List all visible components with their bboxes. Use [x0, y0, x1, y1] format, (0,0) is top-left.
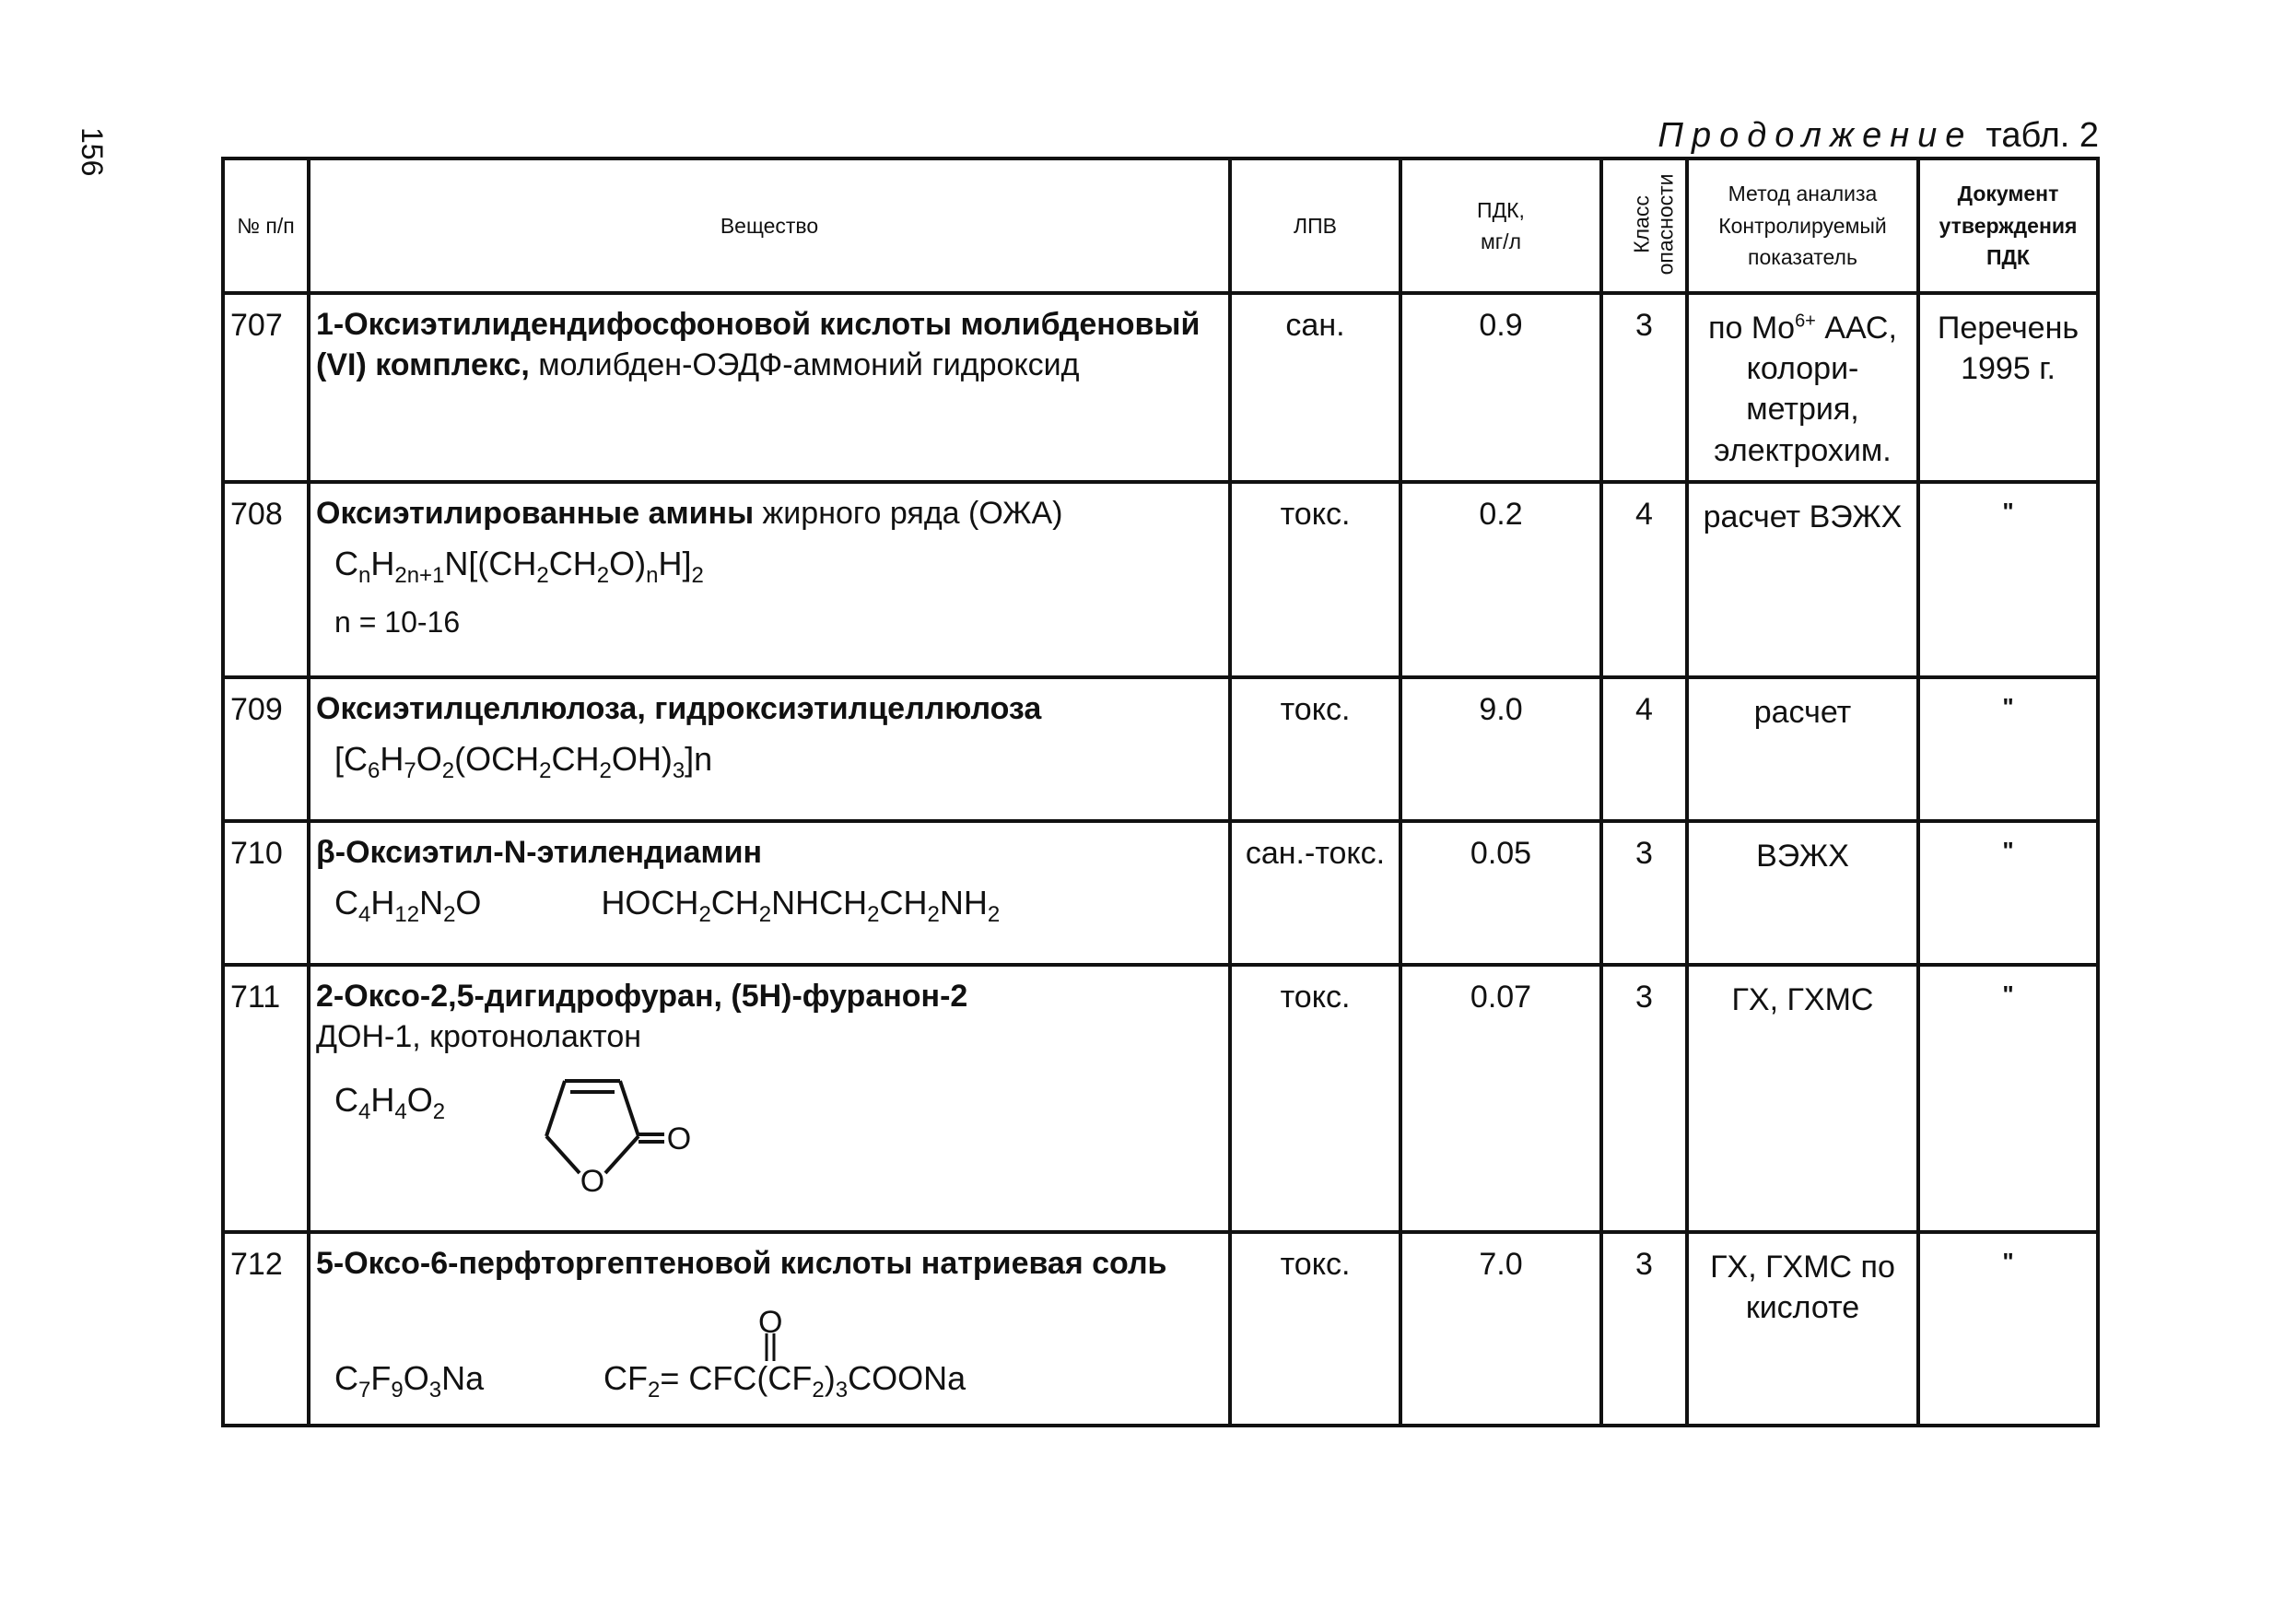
header-lpv: ЛПВ [1230, 158, 1400, 293]
substance-cell: 1-Оксиэтилидендифосфоновой кислоты молибденовый (VI) комплекс, молибден-ОЭДФ-аммоний гидроксид [309, 293, 1230, 482]
lpv-cell: токс. [1230, 482, 1400, 677]
carbonyl-oxygen-label: O [666, 1121, 692, 1157]
carbonyl-oxygen: O [758, 1305, 783, 1341]
lpv-cell: токс. [1230, 677, 1400, 821]
n-range: n = 10-16 [334, 604, 461, 639]
table-row [223, 293, 2098, 482]
double-bond [762, 1333, 780, 1361]
header-substance: Вещество [309, 158, 1230, 293]
pdk-cell: 0.05 [1400, 821, 1601, 965]
table-row [223, 482, 2098, 677]
table-row [223, 965, 2098, 1232]
row-number: 712 [223, 1232, 309, 1426]
header-method: Метод анализа Контролируемый показатель [1687, 158, 1918, 293]
method-cell: ВЭЖХ [1687, 821, 1918, 965]
chemical-formula: $C_4H_4O_2$ [334, 1081, 446, 1125]
lpv-cell: токс. [1230, 965, 1400, 1232]
substance-cell: Оксиэтилированные амины жирного ряда (ОЖА) $C_nH_{2n+1}N[(CH_2CH_2O)_nH]_2$ n = 10-16 [309, 482, 1230, 677]
class-cell: 4 [1601, 482, 1687, 677]
class-cell: 4 [1601, 677, 1687, 821]
lpv-cell: сан.-токс. [1230, 821, 1400, 965]
class-cell: 3 [1601, 293, 1687, 482]
method-cell: ГХ, ГХМС по кислоте [1687, 1232, 1918, 1426]
page-number: 156 [76, 127, 109, 177]
row-number: 708 [223, 482, 309, 677]
header-class: Класс опасности [1601, 158, 1687, 293]
document-cell: Перечень 1995 г. [1918, 293, 2098, 482]
substance-cell: β-Оксиэтил-N-этилендиамин $C_4H_{12}N_2O$ $HOCH_2CH_2NHCH_2CH_2NH_2$ [309, 821, 1230, 965]
pdk-cell: 0.9 [1400, 293, 1601, 482]
pdk-cell: 0.07 [1400, 965, 1601, 1232]
row-number: 707 [223, 293, 309, 482]
table-row [223, 1232, 2098, 1426]
document-cell: " [1918, 482, 2098, 677]
class-cell: 3 [1601, 965, 1687, 1232]
chemical-formula: $C_7F_9O_3Na$ $CF_2=$ $CFC(CF_2)_3COONa$ O [334, 1302, 1223, 1403]
class-cell: 3 [1601, 1232, 1687, 1426]
continuation-prefix: Продолжение [1658, 116, 1974, 155]
structure-block [334, 1062, 1223, 1201]
ring-oxygen-label: O [580, 1164, 605, 1200]
document-cell: " [1918, 965, 2098, 1232]
pdk-cell: 0.2 [1400, 482, 1601, 677]
header-pdk: ПДК, мг/л [1400, 158, 1601, 293]
continuation-caption [1658, 116, 2099, 156]
pdk-cell: 9.0 [1400, 677, 1601, 821]
chemical-formula: $[C_6H_7O_2(OCH_2CH_2OH)_3]n$ [334, 740, 713, 784]
pdk-cell: 7.0 [1400, 1232, 1601, 1426]
table-row [223, 821, 2098, 965]
continuation-suffix: табл. 2 [1986, 116, 2099, 155]
chemical-formula: $C_nH_{2n+1}N[(CH_2CH_2O)_nH]_2$ [334, 545, 704, 589]
mpc-table [221, 157, 2100, 1427]
substance-cell: 2-Оксо-2,5-дигидрофуран, (5Н)-фуранон-2 ДОН-1, кротонолактон $C_4H_4O_2$ O O [309, 965, 1230, 1232]
document-cell: " [1918, 677, 2098, 821]
chemical-formula: $C_4H_{12}N_2O$ $HOCH_2CH_2NHCH_2CH_2NH_2$ [334, 884, 1001, 928]
table-row [223, 677, 2098, 821]
method-cell: расчет [1687, 677, 1918, 821]
row-number: 711 [223, 965, 309, 1232]
furanone-structure [510, 1062, 694, 1201]
lpv-cell: токс. [1230, 1232, 1400, 1426]
header-row [223, 158, 2098, 293]
document-cell: " [1918, 1232, 2098, 1426]
method-cell: расчет ВЭЖХ [1687, 482, 1918, 677]
lpv-cell: сан. [1230, 293, 1400, 482]
class-cell: 3 [1601, 821, 1687, 965]
substance-cell: Оксиэтилцеллюлоза, гидроксиэтилцеллюлоза $[C_6H_7O_2(OCH_2CH_2OH)_3]n$ [309, 677, 1230, 821]
substance-cell: 5-Оксо-6-перфторгептеновой кислоты натриевая соль $C_7F_9O_3Na$ $CF_2=$ $CFC(CF_2)_3COONa$ O [309, 1232, 1230, 1426]
method-cell: по $Mo^{6+}$ ААС, колори- метрия, электрохим. [1687, 293, 1918, 482]
row-number: 710 [223, 821, 309, 965]
header-document: Документ утверждения ПДК [1918, 158, 2098, 293]
row-number: 709 [223, 677, 309, 821]
document-cell: " [1918, 821, 2098, 965]
header-num: № п/п [223, 158, 309, 293]
method-cell: ГХ, ГХМС [1687, 965, 1918, 1232]
